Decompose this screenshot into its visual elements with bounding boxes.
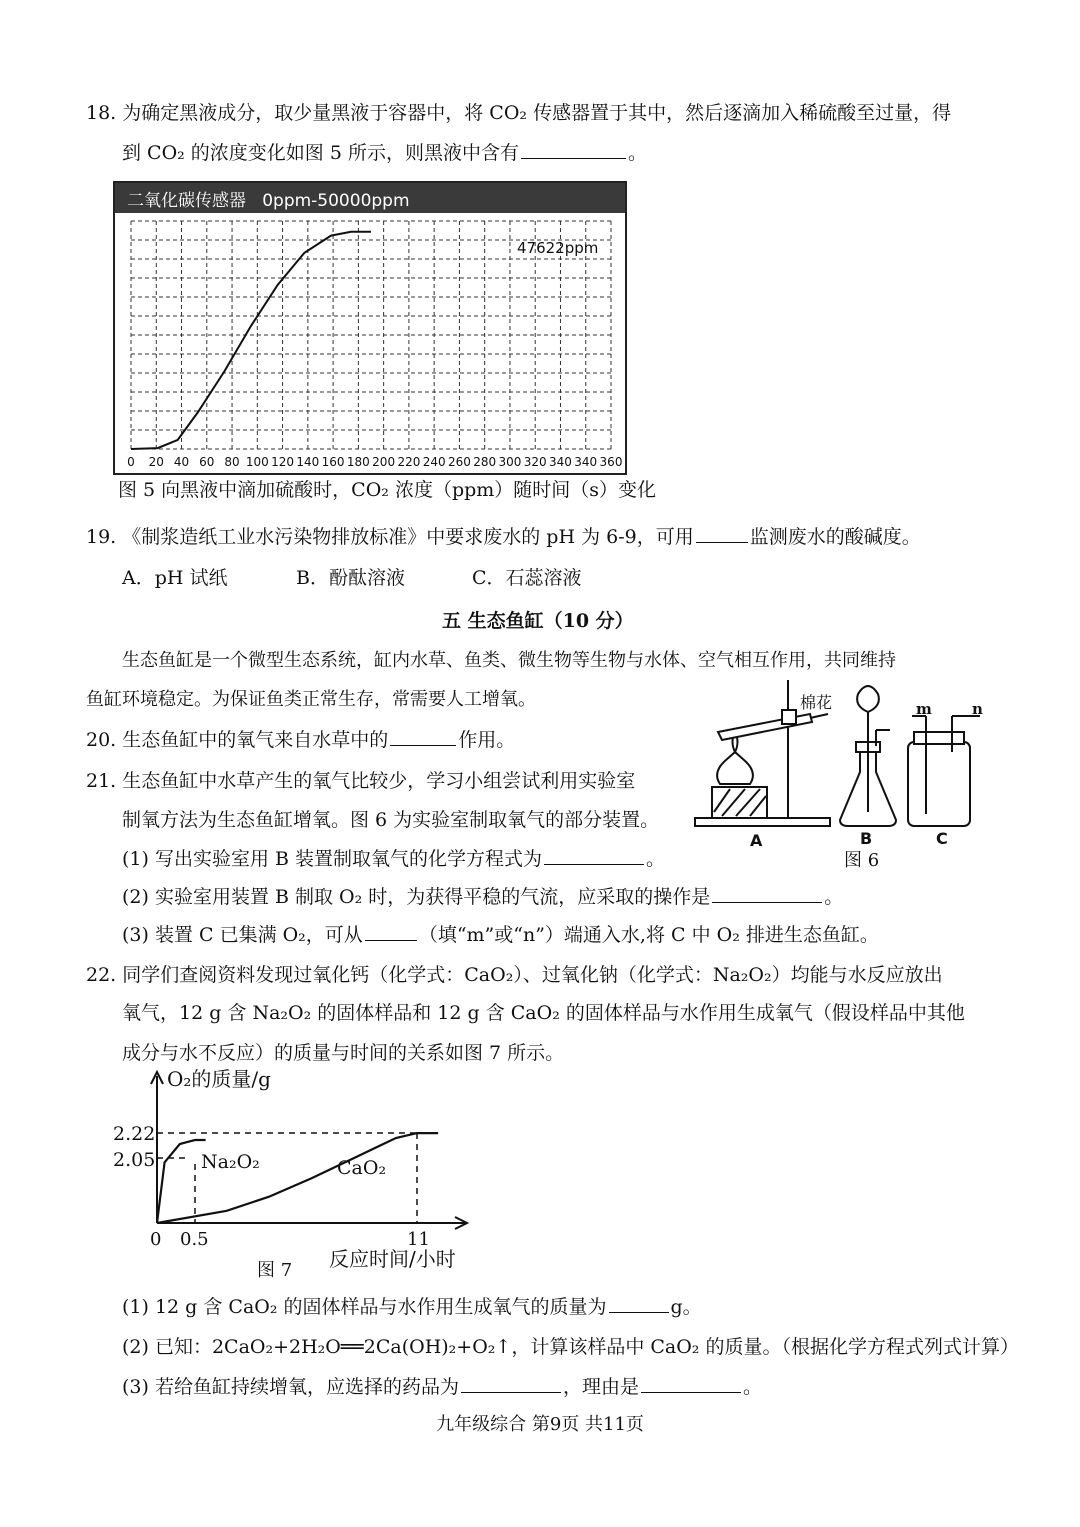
q21-sub1-text: (1) 写出实验室用 B 装置制取氧气的化学方程式为 bbox=[122, 848, 542, 870]
alcohol-lamp bbox=[717, 752, 753, 784]
x-tick-labels bbox=[127, 455, 622, 469]
x-tick-label: 340 bbox=[574, 455, 598, 469]
fig6-caption: 图 6 bbox=[844, 850, 880, 871]
q20-text-end: 作用。 bbox=[458, 729, 516, 751]
figure-7 bbox=[105, 1068, 485, 1283]
q22-sub1-text: (1) 12 g 含 CaO₂ 的固体样品与水作用生成氧气的质量为 bbox=[122, 1296, 607, 1318]
x-tick-label: 20 bbox=[148, 455, 164, 469]
q18-answer-blank[interactable] bbox=[521, 140, 626, 159]
q21-sub2 bbox=[122, 884, 843, 910]
q22-sub3-end: 。 bbox=[742, 1376, 762, 1398]
x-tick-label: 240 bbox=[422, 455, 446, 469]
q20-text: 20. 生态鱼缸中的氧气来自水草中的 bbox=[86, 729, 389, 751]
q22-sub3-blank-2[interactable] bbox=[641, 1374, 741, 1393]
x-tick-label: 0 bbox=[127, 455, 135, 469]
label-b: B bbox=[860, 829, 873, 848]
q22-sub3-mid: ，理由是 bbox=[562, 1376, 639, 1398]
x-tick-label: 360 bbox=[599, 455, 623, 469]
na2o2-curve bbox=[157, 1140, 206, 1223]
co2-curve bbox=[131, 232, 371, 449]
value-annotation: 47622ppm bbox=[517, 239, 599, 257]
q22-sub3-blank-1[interactable] bbox=[461, 1374, 561, 1393]
q19-option-b: B．酚酞溶液 bbox=[296, 567, 405, 589]
q22-sub1-end: g。 bbox=[670, 1296, 702, 1318]
series-label-na2o2: Na₂O₂ bbox=[201, 1151, 260, 1173]
q22-sub1 bbox=[122, 1294, 702, 1320]
q22-line2: 氧气，12 g 含 Na₂O₂ 的固体样品和 12 g 含 CaO₂ 的固体样品与水作用生成氧气（假设样品中其他 bbox=[122, 1002, 965, 1024]
x-tick-label: 60 bbox=[199, 455, 215, 469]
q20 bbox=[86, 727, 515, 753]
q19-line1 bbox=[86, 524, 921, 550]
x-tick-label: 320 bbox=[523, 455, 547, 469]
label-a: A bbox=[750, 831, 763, 850]
q22-sub1-blank[interactable] bbox=[609, 1294, 669, 1313]
q21-sub2-blank[interactable] bbox=[712, 884, 822, 903]
y-tick-2.22: 2.22 bbox=[113, 1123, 156, 1145]
q21-sub3-blank[interactable] bbox=[365, 922, 417, 941]
figure-6 bbox=[690, 672, 1010, 872]
cotton-label: 棉花 bbox=[800, 693, 833, 712]
q21-sub2-end: 。 bbox=[824, 886, 844, 908]
stand-base-a bbox=[695, 818, 830, 826]
q21-sub2-text: (2) 实验室用装置 B 制取 O₂ 时，为获得平稳的气流，应采取的操作是 bbox=[122, 886, 711, 908]
q18-line2 bbox=[122, 140, 647, 166]
x-tick-11: 11 bbox=[407, 1229, 430, 1250]
sensor-header bbox=[115, 183, 625, 213]
q22-line1: 22. 同学们查阅资料发现过氧化钙（化学式：CaO₂）、过氧化钠（化学式：Na₂O₂）均能与水反应放出 bbox=[86, 964, 943, 986]
q18-line2-end: 。 bbox=[627, 142, 647, 164]
x-tick-label: 40 bbox=[173, 455, 190, 469]
x-tick-label: 120 bbox=[271, 455, 295, 469]
q18-line1: 18. 为确定黑液成分，取少量黑液于容器中，将 CO₂ 传感器置于其中，然后逐滴加入稀硫酸至过量，得 bbox=[86, 102, 952, 124]
fig7-xlabel: 反应时间/小时 bbox=[329, 1247, 456, 1271]
x-tick-label: 160 bbox=[321, 455, 345, 469]
q21-line1: 21. 生态鱼缸中水草产生的氧气比较少，学习小组尝试利用实验室 bbox=[86, 770, 636, 792]
label-m: m bbox=[916, 700, 932, 718]
q21-sub3-end: （填“m”或“n”）端通入水,将 C 中 O₂ 排进生态鱼缸。 bbox=[418, 924, 879, 946]
series-label-cao2: CaO₂ bbox=[337, 1157, 387, 1179]
section-title: 五 生态鱼缸（10 分） bbox=[442, 610, 634, 632]
y-tick-2.05: 2.05 bbox=[113, 1149, 156, 1171]
x-tick-label: 80 bbox=[224, 455, 240, 469]
q22-line3: 成分与水不反应）的质量与时间的关系如图 7 所示。 bbox=[122, 1042, 565, 1064]
test-tube-a bbox=[718, 714, 812, 740]
q22-sub3-text: (3) 若给鱼缸持续增氧，应选择的药品为 bbox=[122, 1376, 459, 1398]
q21-sub1 bbox=[122, 846, 665, 872]
q19-text: 19. 《制浆造纸工业水污染物排放标准》中要求废水的 pH 为 6-9，可用 bbox=[86, 526, 694, 548]
x-tick-0.5: 0.5 bbox=[180, 1229, 209, 1250]
clamp-a bbox=[782, 710, 796, 724]
fig5-caption: 图 5 向黑液中滴加硫酸时，CO₂ 浓度（ppm）随时间（s）变化 bbox=[118, 479, 657, 501]
q20-answer-blank[interactable] bbox=[390, 727, 456, 746]
q21-sub3-text: (3) 装置 C 已集满 O₂，可从 bbox=[122, 924, 363, 946]
q19-option-a: A．pH 试纸 bbox=[122, 567, 228, 589]
q21-sub1-end: 。 bbox=[646, 848, 666, 870]
cao2-curve bbox=[157, 1133, 438, 1223]
sensor-header-text: 二氧化碳传感器 0ppm-50000ppm bbox=[127, 191, 410, 211]
fig7-caption: 图 7 bbox=[257, 1260, 293, 1281]
fig7-ylabel: O₂的质量/g bbox=[167, 1068, 271, 1091]
x-tick-label: 340 bbox=[549, 455, 572, 469]
section-intro-1: 生态鱼缸是一个微型生态系统，缸内水草、鱼类、微生物等生物与水体、空气相互作用，共同维持 bbox=[122, 650, 896, 671]
q22-sub3 bbox=[122, 1374, 762, 1400]
x-tick-label: 300 bbox=[498, 455, 522, 469]
x-tick-label: 220 bbox=[397, 455, 421, 469]
separatory-funnel bbox=[857, 686, 879, 712]
q21-sub1-blank[interactable] bbox=[544, 846, 644, 865]
x-tick-0: 0 bbox=[150, 1229, 162, 1250]
x-tick-label: 280 bbox=[473, 455, 497, 469]
section-intro-2: 鱼缸环境稳定。为保证鱼类正常生存，常需要人工增氧。 bbox=[86, 689, 536, 710]
label-c: C bbox=[936, 829, 948, 848]
x-tick-label: 200 bbox=[372, 455, 396, 469]
q19-text-end: 监测废水的酸碱度。 bbox=[749, 526, 921, 548]
q19-answer-blank[interactable] bbox=[696, 524, 748, 543]
q19-option-c: C．石蕊溶液 bbox=[472, 567, 582, 589]
q18-line2-text: 到 CO₂ 的浓度变化如图 5 所示，则黑液中含有 bbox=[122, 142, 519, 164]
x-tick-label: 140 bbox=[296, 455, 320, 469]
x-tick-label: 260 bbox=[447, 455, 471, 469]
figure-5 bbox=[113, 181, 627, 475]
gas-bottle-c bbox=[908, 742, 970, 826]
q21-sub3 bbox=[122, 922, 879, 948]
x-tick-label: 180 bbox=[346, 455, 370, 469]
q22-sub2: (2) 已知：2CaO₂+2H₂O══2Ca(OH)₂+O₂↑，计算该样品中 CaO₂ 的质量。（根据化学方程式列式计算） bbox=[122, 1336, 1019, 1358]
co2-chart bbox=[115, 213, 625, 473]
q21-line2: 制氧方法为生态鱼缸增氧。图 6 为实验室制取氧气的部分装置。 bbox=[122, 809, 660, 831]
label-n: n bbox=[972, 700, 983, 718]
page-footer: 九年级综合 第9页 共11页 bbox=[436, 1414, 644, 1435]
x-tick-label: 100 bbox=[245, 455, 269, 469]
